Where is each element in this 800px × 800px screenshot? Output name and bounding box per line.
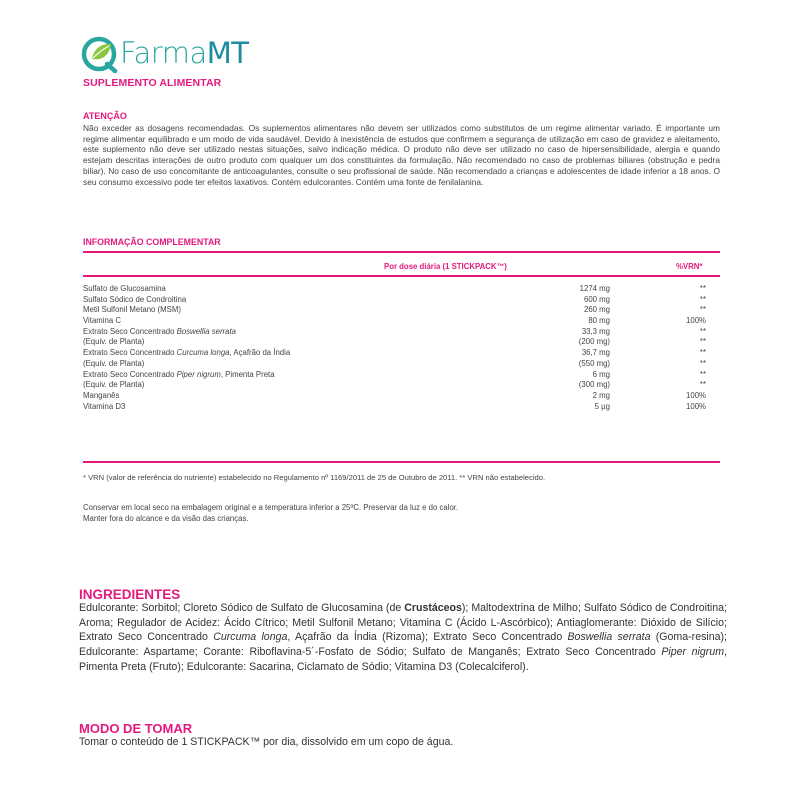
row-name-text: (Equiv. de Planta) bbox=[83, 380, 145, 390]
row-dose: (300 mg) bbox=[578, 380, 610, 390]
row-name-text: Sulfato Sódico de Condroitina bbox=[83, 294, 187, 304]
row-name bbox=[83, 402, 125, 413]
brand-logo bbox=[80, 34, 320, 74]
row-dose: (550 mg) bbox=[578, 358, 610, 368]
row-vrn: ** bbox=[699, 358, 706, 368]
warning-title: ATENÇÃO bbox=[83, 111, 127, 121]
row-name-species: Piper nigrum bbox=[176, 369, 221, 379]
row-dose: 36,7 mg bbox=[581, 348, 610, 358]
row-vrn: ** bbox=[699, 284, 706, 293]
table-row bbox=[83, 337, 720, 348]
row-vrn: 100% bbox=[686, 390, 706, 400]
column-header-dose: Por dose diária (1 STICKPACK™) bbox=[384, 262, 507, 271]
brand-name-part2: MT bbox=[206, 36, 249, 70]
table-row bbox=[83, 370, 720, 381]
warning-text: Não exceder as dosagens recomendadas. Os suplementos alimentares não devem ser utilizados como substitutos de um regime alimentar variado. É importante um regime alimentar equilibrado e um modo de vida saudável. Devido à inexistência de estudos que confirmem a segurança de utilização em caso de gravidez e aleitamento, este suplemento não deve ser utilizado nestas situações, salvo indicação médica. O produto não deve ser utilizado no caso de hipersensibilidade, alergia e quando estejam descritas interações de outro produto com qualquer um dos constituintes da formulação. Não recomendado no caso de problemas biliares (obstrução e pedra biliar). No caso de uso concomitante de anticoagulantes, consulte o seu profissional de saúde. Não recomendado a crianças e adolescentes de idade inferior a 18 anos. O seu consumo excessivo pode ter efeitos laxativos. Contém edulcorantes. Contém uma fonte de fenilalanina. bbox=[83, 123, 720, 187]
row-name-text: (Equiv. de Planta) bbox=[83, 337, 145, 347]
row-dose: 33,3 mg bbox=[581, 326, 610, 336]
row-name bbox=[83, 391, 119, 402]
ingredients-text bbox=[79, 601, 727, 675]
row-dose: 600 mg bbox=[583, 294, 610, 304]
row-name bbox=[83, 327, 236, 338]
row-name-common: , Açafrão da Índia bbox=[229, 348, 291, 358]
row-name bbox=[83, 305, 181, 316]
row-name-species: Curcuma longa bbox=[176, 348, 230, 358]
table-bottom-divider bbox=[83, 461, 720, 463]
species-name: Curcuma longa bbox=[213, 631, 288, 644]
conservation-line-1: Conservar em local seco na embalagem original e a temperatura inferior a 25ºC. Preservar da luz e do calor. bbox=[83, 503, 459, 512]
row-name-text: Extrato Seco Concentrado bbox=[83, 348, 177, 358]
conservation-line-2: Manter fora do alcance e da visão das crianças. bbox=[83, 513, 249, 523]
table-row bbox=[83, 305, 720, 316]
row-vrn: ** bbox=[699, 348, 706, 358]
brand-name-part1: Farma bbox=[120, 36, 207, 70]
species-name: Piper nigrum bbox=[661, 646, 725, 659]
row-name bbox=[83, 284, 166, 295]
allergen-highlight: Crustáceos bbox=[404, 602, 462, 614]
table-row bbox=[83, 295, 720, 306]
usage-text: Tomar o conteúdo de 1 STICKPACK™ por dia, dissolvido em um copo de água. bbox=[79, 736, 454, 748]
table-row bbox=[83, 316, 720, 327]
product-category: SUPLEMENTO ALIMENTAR bbox=[83, 77, 222, 89]
row-name bbox=[83, 359, 144, 370]
table-footnote: * VRN (valor de referência do nutriente) estabelecido no Regulamento nº 1169/2011 de 25 de Outubro de 2011. ** VRN não estabelecido. bbox=[83, 473, 546, 482]
ingredient-text-segment: ); Maltodextrina de Milho; Sulfato Sódico de Condroitina; Aroma; Regulador de Acidez: Ácido Cítrico; Metil Sulfonil Metano; Vitamina C (Ácido L-Ascórbico); Antiaglomerante: Dióxido de Silício; Extrato Seco Concentrado bbox=[79, 602, 727, 644]
row-name-text: (Equiv. de Planta) bbox=[83, 358, 145, 368]
species-name: Boswellia serrata bbox=[567, 631, 651, 644]
row-name-species: Boswellia serrata bbox=[176, 326, 236, 336]
ingredients-title: INGREDIENTES bbox=[79, 587, 181, 602]
row-dose: 260 mg bbox=[583, 305, 610, 315]
table-row bbox=[83, 380, 720, 391]
info-title: INFORMAÇÃO COMPLEMENTAR bbox=[83, 237, 221, 247]
row-name-text: Vitamina C bbox=[83, 316, 121, 326]
row-name-text: Metil Sulfonil Metano (MSM) bbox=[83, 305, 181, 315]
row-vrn: ** bbox=[699, 294, 706, 304]
row-dose: (200 mg) bbox=[578, 337, 610, 347]
row-vrn: ** bbox=[699, 380, 706, 390]
brand-name bbox=[120, 36, 248, 70]
row-vrn: ** bbox=[699, 326, 706, 336]
row-name bbox=[83, 337, 144, 348]
table-header-divider bbox=[83, 275, 720, 277]
row-name bbox=[83, 295, 186, 306]
table-row bbox=[83, 402, 720, 413]
ingredient-text-segment: Edulcorante: Sorbitol; Cloreto Sódico de Sulfato de Glucosamina (de bbox=[79, 602, 405, 614]
row-dose: 1274 mg bbox=[579, 284, 610, 293]
row-vrn: ** bbox=[699, 305, 706, 315]
row-name-text: Vitamina D3 bbox=[83, 401, 126, 411]
row-name-text: Extrato Seco Concentrado bbox=[83, 326, 177, 336]
ingredient-text-segment: , Pimenta Preta (Fruto); Edulcorante: Sacarina, Ciclamato de Sódio; Vitamina D3 (Colecalciferol). bbox=[79, 646, 727, 673]
column-header-vrn: %VRN* bbox=[676, 262, 703, 271]
row-vrn: 100% bbox=[686, 401, 706, 411]
table-top-divider bbox=[83, 251, 720, 253]
table-row bbox=[83, 327, 720, 338]
row-vrn: 100% bbox=[686, 316, 706, 326]
usage-title: MODO DE TOMAR bbox=[79, 721, 193, 736]
row-dose: 80 mg bbox=[588, 316, 610, 326]
row-name-text: Extrato Seco Concentrado bbox=[83, 369, 177, 379]
row-name-common: , Pimenta Preta bbox=[220, 369, 275, 379]
table-row bbox=[83, 284, 720, 295]
row-dose: 2 mg bbox=[592, 390, 610, 400]
conservation-text bbox=[83, 503, 720, 525]
ingredient-text-segment: (Goma-resina); Edulcorante: Aspartame; Corante: Riboflavina-5´-Fosfato de Sódio; Sulfato de Manganês; Extrato Seco Concentrado bbox=[79, 631, 727, 659]
row-vrn: ** bbox=[699, 369, 706, 379]
table-row bbox=[83, 391, 720, 402]
row-vrn: ** bbox=[699, 337, 706, 347]
row-name bbox=[83, 316, 121, 327]
ingredient-text-segment: , Açafrão da Índia (Rizoma); Extrato Seco Concentrado bbox=[287, 631, 568, 644]
table-row bbox=[83, 348, 720, 359]
row-name-text: Sulfato de Glucosamina bbox=[83, 284, 166, 293]
row-dose: 5 µg bbox=[594, 401, 610, 411]
nutrition-table bbox=[83, 284, 720, 412]
row-name-text: Manganês bbox=[83, 390, 120, 400]
leaf-logo-icon bbox=[80, 34, 120, 74]
row-name bbox=[83, 380, 144, 391]
row-dose: 6 mg bbox=[592, 369, 610, 379]
table-row bbox=[83, 359, 720, 370]
row-name bbox=[83, 348, 290, 359]
row-name bbox=[83, 370, 275, 381]
